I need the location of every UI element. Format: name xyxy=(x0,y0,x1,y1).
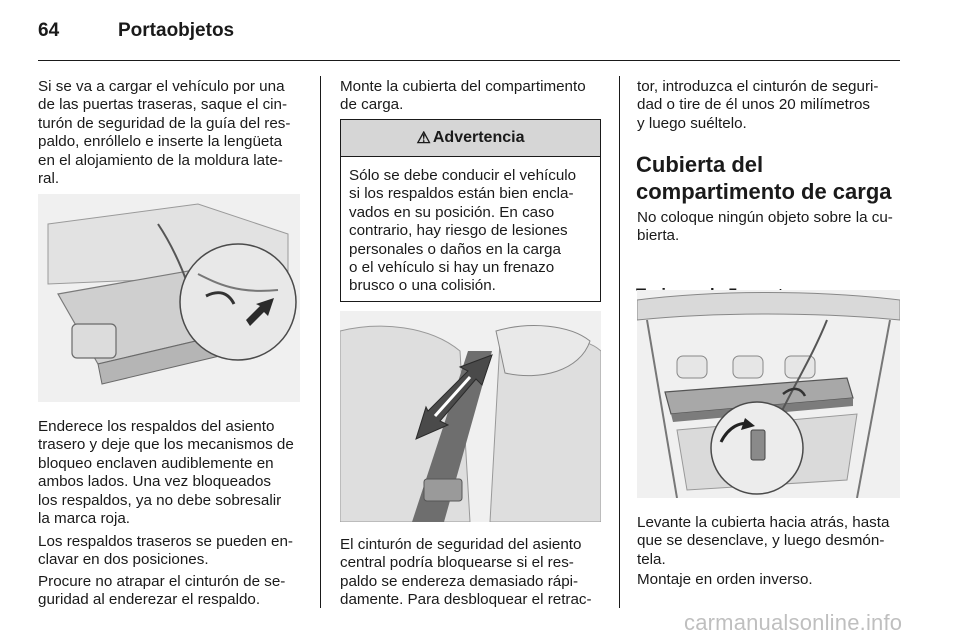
col3-para-retractor: tor, introduzca el cinturón de seguri- dad o tire de él unos 20 milímetros y luego suéltelo. xyxy=(637,78,879,132)
warning-header xyxy=(341,120,600,157)
column-divider-1 xyxy=(320,76,321,608)
col3-para-reverse-order: Montaje en orden inverso. xyxy=(637,571,813,588)
col1-para-avoid-trapping: Procure no atrapar el cinturón de se- guridad al enderezar el respaldo. xyxy=(38,573,286,609)
col1-para-two-positions: Los respaldos traseros se pueden en- clavar en dos posiciones. xyxy=(38,533,293,569)
col2-para-mount-cover: Monte la cubierta del compartimento de carga. xyxy=(340,78,586,114)
cargo-cover-illustration xyxy=(637,290,900,498)
col1-para-straighten-backrests: Enderece los respaldos del asiento trasero y deje que los mecanismos de bloqueo enclaven audiblemente en ambos lados. Una vez bloqueados los respaldos, ya no debe sobresalir la marca roja. xyxy=(38,418,294,528)
section-heading-cargo-cover: Cubierta del compartimento de carga xyxy=(636,152,892,204)
column-divider-2 xyxy=(619,76,620,608)
warning-box xyxy=(340,119,601,302)
watermark: carmanualsonline.info xyxy=(684,610,903,635)
header-rule xyxy=(38,60,900,61)
warning-title: Advertencia xyxy=(432,129,525,146)
col3-para-no-objects: No coloque ningún objeto sobre la cu- bierta. xyxy=(637,209,893,245)
page-title: Portaobjetos xyxy=(118,20,235,41)
seatbelt-guide-illustration xyxy=(38,194,300,402)
col1-para-load-through-doors: Si se va a cargar el vehículo por una de las puertas traseras, saque el cin- turón de seguridad de la guía del res- paldo, enróllelo e inserte la lengüeta en el alojamiento de la moldura late- ral. xyxy=(38,78,291,188)
cargo-cover-drawing xyxy=(637,290,900,498)
warning-text: Sólo se debe conducir el vehículo si los respaldos están bien encla- vados en su posición. En caso contrario, hay riesgo de lesiones personales o daños en la carga o el vehículo si hay un frenazo brusco o una colisión. xyxy=(349,167,577,295)
page-number: 64 xyxy=(38,20,60,41)
warning-triangle-icon: ⚠ xyxy=(416,130,431,147)
center-seatbelt-illustration xyxy=(340,311,601,522)
seatbelt-guide-drawing xyxy=(38,194,300,402)
col2-para-belt-lock: El cinturón de seguridad del asiento central podría bloquearse si el res- paldo se endereza demasiado rápi- damente. Para desbloquear el retrac- xyxy=(340,536,592,609)
center-seatbelt-drawing xyxy=(340,311,601,522)
col3-para-lift-cover: Levante la cubierta hacia atrás, hasta que se desenclave, y luego desmón- tela. xyxy=(637,514,890,568)
